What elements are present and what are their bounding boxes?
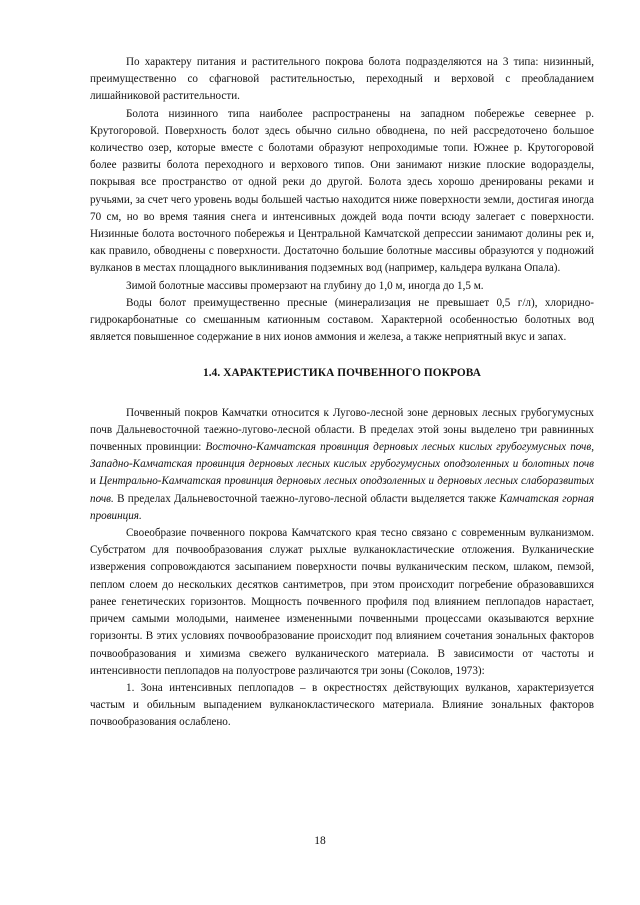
paragraph-volcanism: Своеобразие почвенного покрова Камчатского края тесно связано с современным вулканизмом. Субстратом для почвообразования служат рыхлые вулканокластические отложения. Вулканические извержения сопровождаются засыпанием поверхности почвы вулканическим песком, шлаком, пемзой, пеплом слоем до нескольких десятков сантиметров, при этом происходит погребение образовавшихся ранее генетических горизонтов. Мощность почвенного профиля под влиянием пеплопадов нарастает, причем самыми молодыми, наименее измененными почвенными процессами оказываются верхние горизонты. В этих условиях почвообразование происходит под влиянием сочетания зональных факторов почвообразования и химизма свежего вулканического материала. В зависимости от частоты и интенсивности пеплопадов на полуострове различаются три зоны (Соколов, 1973): (90, 527, 594, 677)
soil-intro-conjunction: и (90, 475, 100, 488)
paragraph-bog-freezing: Зимой болотные массивы промерзают на глубину до 1,0 м, иногда до 1,5 м. (126, 279, 484, 292)
soil-intro-text: Почвенный покров Камчатки относится к Лугово-лесной зоне дерновых лесных грубогумусных почв Дальневосточной таежно-лугово-лесной области. В пределах этой зоны выделено три равнинных почвенных провинции: (90, 406, 594, 454)
paragraph-lowland-bogs: Болота низинного типа наиболее распространены на западном побережье севернее р. Крутогоровой. Поверхность болот здесь обычно сильно обводнена, по ней рассредоточено большое количество озер, которые вместе с болотами образуют непроходимые топи. Южнее р. Крутогоровой более развиты болота переходного и верхового типов. Они занимают низкие плоские водоразделы, покрывая все пространство от одной реки до другой. Болота здесь хорошо дренированы реками и ручьями, за счет чего уровень воды большей частью находится ниже поверхности земли, достигая иногда 70 см, но во время таяния снега и интенсивных дождей вода почти всюду залегает с поверхности. Низинные болота восточного побережья и Центральной Камчатской депрессии занимают долины рек и, как правило, обводнены с поверхности. Достаточно большие болотные массивы образуются у подножий вулканов в местах площадного выклинивания подземных вод (например, кальдера вулкана Опала). (90, 107, 594, 275)
soil-text-block (90, 405, 594, 732)
soil-province-mountain: Камчатская горная провинция. (90, 492, 594, 522)
paragraph-soil-cover (90, 405, 594, 525)
paragraph-zone-1: 1. Зона интенсивных пеплопадов – в окрестностях действующих вулканов, характеризуется частым и обильным выпадением вулканокластического материала. Влияние зональных факторов почвообразования ослаблено. (90, 681, 594, 729)
soil-province-east-west: Восточно-Камчатская провинция дерновых лесных кислых грубогумусных почв, Западно-Камчатская провинция дерновых лесных кислых грубогумусных оподзоленных и болотных почв (90, 441, 594, 471)
soil-province-central: Центрально-Камчатская провинция дерновых лесных оподзоленных и дерновых лесных слаборазвитых почв. (90, 475, 595, 505)
soil-intro-continuation: В пределах Дальневосточной таежно-лугово-лесной области выделяется также (113, 492, 500, 505)
paragraph-bog-types: По характеру питания и растительного покрова болота подразделяются на 3 типа: низинный, преимущественно со сфагновой растительностью, переходный и верховой с преобладанием лишайниковой растительности. (90, 56, 594, 103)
paragraph-bog-waters: Воды болот преимущественно пресные (минерализация не превышает 0,5 г/л), хлоридно-гидрокарбонатные со смешанным катионным составом. Характерной особенностью болотных вод является повышенное содержание в них ионов аммония и железа, а также неприятный вкус и запах. (90, 296, 594, 344)
section-heading: 1.4. ХАРАКТЕРИСТИКА ПОЧВЕННОГО ПОКРОВА (202, 367, 481, 380)
page-number: 18 (314, 835, 326, 847)
